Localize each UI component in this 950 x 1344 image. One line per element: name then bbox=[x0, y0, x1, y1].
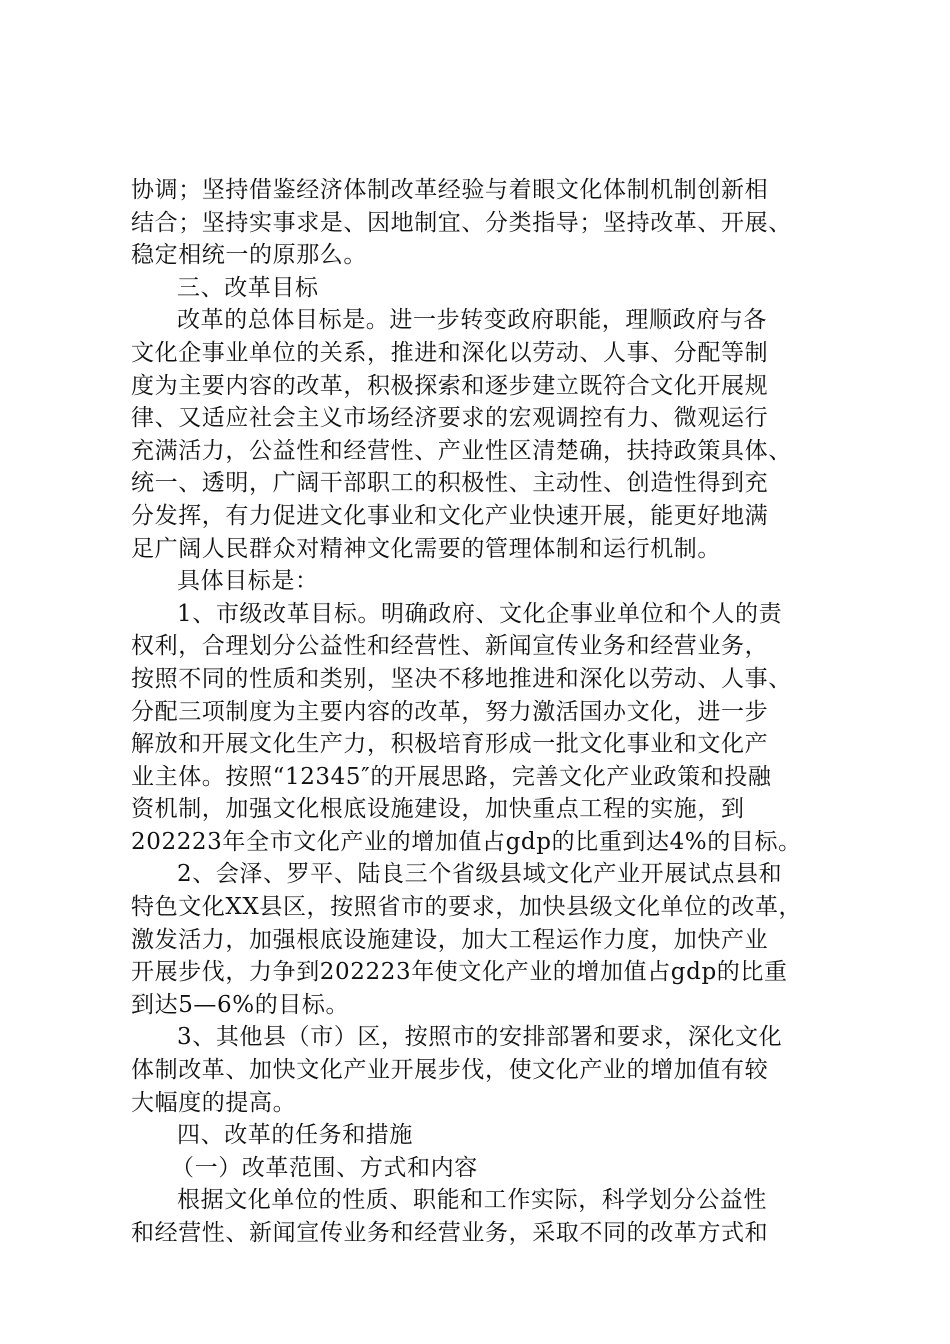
subsection-heading: （一）改革范围、方式和内容 bbox=[171, 1154, 478, 1181]
text-line: 文化企事业单位的关系，推进和深化以劳动、人事、分配等制 bbox=[131, 339, 769, 366]
document-body bbox=[131, 174, 831, 1250]
subheading: 具体目标是： bbox=[177, 568, 319, 595]
text-line: 特色文化XX县区，按照省市的要求，加快县级文化单位的改革， bbox=[131, 894, 803, 921]
text-line: 开展步伐，力争到202223年使文化产业的增加值占gdp的比重 bbox=[131, 959, 788, 986]
text-line: 到达5—6%的目标。 bbox=[131, 991, 350, 1018]
text-line: 分配三项制度为主要内容的改革，努力激活国办文化，进一步 bbox=[131, 698, 769, 725]
text-line: 统一、透明，广阔干部职工的积极性、主动性、创造性得到充 bbox=[131, 470, 769, 497]
text-line: 协调；坚持借鉴经济体制改革经验与着眼文化体制机制创新相 bbox=[131, 177, 769, 203]
text-line: 权利，合理划分公益性和经营性、新闻宣传业务和经营业务， bbox=[131, 633, 769, 660]
text-line: 和经营性、新闻宣传业务和经营业务，采取不同的改革方式和 bbox=[131, 1220, 769, 1246]
text-line: 202223年全市文化产业的增加值占gdp的比重到达4%的目标。 bbox=[131, 828, 802, 855]
paragraph-first-line: 3、其他县（市）区，按照市的安排部署和要求，深化文化 bbox=[177, 1024, 783, 1051]
paragraph-first-line: 改革的总体目标是。进一步转变政府职能，理顺政府与各 bbox=[177, 307, 767, 334]
paragraph-first-line: 2、会泽、罗平、陆良三个省级县域文化产业开展试点县和 bbox=[177, 861, 783, 888]
text-line: 资机制，加强文化根底设施建设，加快重点工程的实施，到 bbox=[131, 796, 745, 823]
text-line: 充满活力，公益性和经营性、产业性区清楚确，扶持政策具体、 bbox=[131, 437, 792, 464]
text-line: 体制改革、加快文化产业开展步伐，使文化产业的增加值有较 bbox=[131, 1057, 769, 1084]
text-line: 稳定相统一的原那么。 bbox=[131, 242, 367, 269]
text-line: 律、又适应社会主义市场经济要求的宏观调控有力、微观运行 bbox=[131, 405, 769, 432]
text-line: 按照不同的性质和类别，坚决不移地推进和深化以劳动、人事、 bbox=[131, 665, 792, 692]
section-heading: 四、改革的任务和措施 bbox=[177, 1122, 413, 1149]
text-line: 足广阔人民群众对精神文化需要的管理体制和运行机制。 bbox=[131, 535, 721, 562]
paragraph-first-line: 1、市级改革目标。明确政府、文化企事业单位和个人的责 bbox=[177, 600, 783, 627]
text-line: 度为主要内容的改革，积极探索和逐步建立既符合文化开展规 bbox=[131, 372, 769, 399]
text-line: 分发挥，有力促进文化事业和文化产业快速开展，能更好地满 bbox=[131, 502, 769, 529]
text-line: 结合；坚持实事求是、因地制宜、分类指导；坚持改革、开展、 bbox=[131, 209, 792, 236]
paragraph-first-line: 根据文化单位的性质、职能和工作实际，科学划分公益性 bbox=[177, 1187, 767, 1214]
section-heading: 三、改革目标 bbox=[177, 274, 319, 301]
text-line: 大幅度的提高。 bbox=[131, 1089, 297, 1116]
text-line: 业主体。按照“12345″的开展思路，完善文化产业政策和投融 bbox=[131, 763, 772, 790]
text-line: 解放和开展文化生产力，积极培育形成一批文化事业和文化产 bbox=[131, 731, 769, 758]
text-line: 激发活力，加强根底设施建设，加大工程运作力度，加快产业 bbox=[131, 926, 769, 953]
